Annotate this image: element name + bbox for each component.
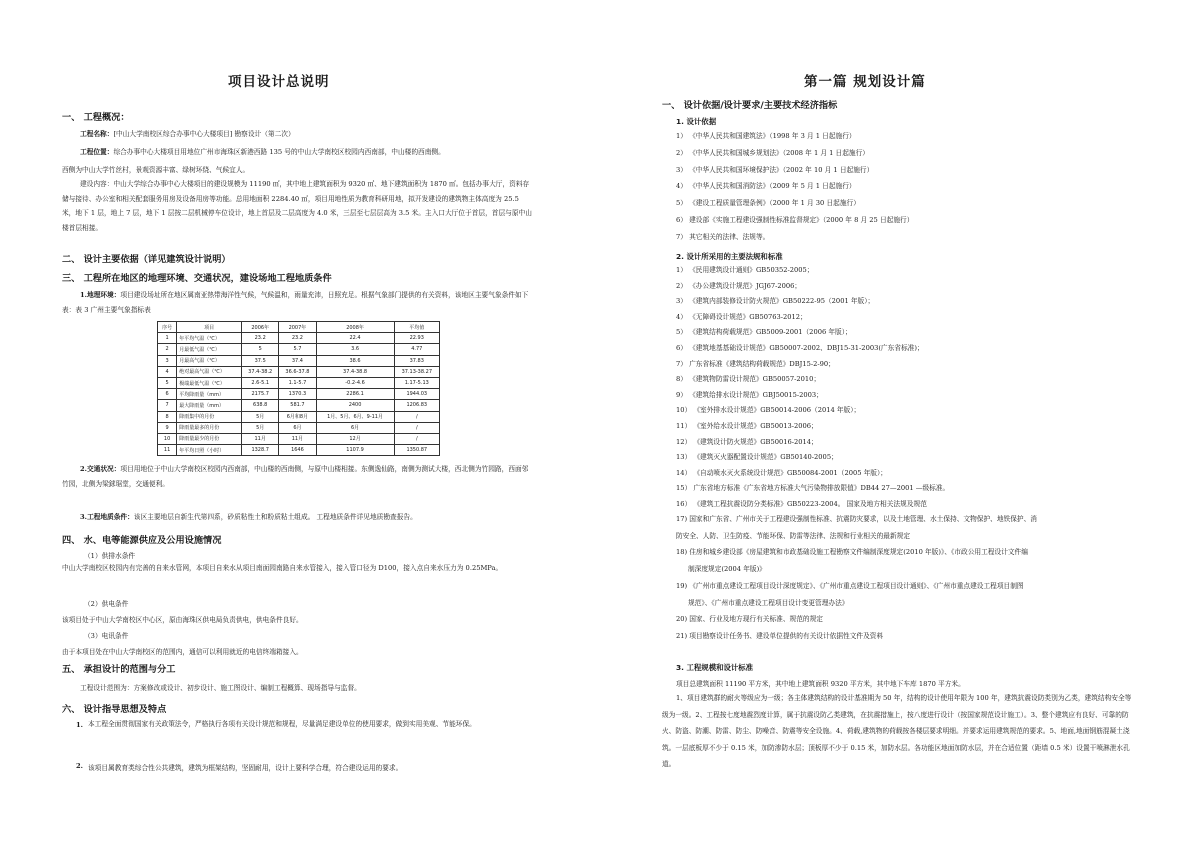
weather-row bbox=[158, 445, 440, 456]
list-item: 4） 《无障碍设计规范》GB50763-2012； bbox=[676, 312, 807, 321]
geology-line: 3.工程地质条件：该区主要地层自新生代第四系，砂质粘性土和粉质粘土组成。 工程地质条件详见地质勘查报告。 bbox=[80, 513, 417, 521]
list-item: 5） 《建设工程质量管理条例》（2000 年 1 月 30 日起施行） bbox=[676, 199, 860, 208]
weather-cell: 5.7 bbox=[279, 344, 316, 355]
weather-cell: 年平均气温（℃） bbox=[177, 333, 242, 344]
list-item: 19) 《广州市重点建设工程项目设计深度规定》、《广州市重点建设工程项目设计通则》、《广州市重点建设工程项目制图 bbox=[676, 582, 1024, 590]
weather-cell: 11 bbox=[158, 445, 177, 456]
list-item: 15） 广东省地方标准《广东省地方标准大气污染物排放限值》DB44 27—2001 —级标准。 bbox=[676, 484, 950, 493]
header-cell: 项目 bbox=[177, 322, 242, 333]
subsection-label: （2）供电条件 bbox=[84, 600, 129, 608]
subsection-label: （1）供排水条件 bbox=[84, 552, 136, 560]
list-item: 7） 广东省标准《建筑结构荷载规范》DBJ15-2-90； bbox=[676, 359, 835, 368]
environment-paragraph: 1.地理环境：项目建设场址所在地区属南亚热带海洋性气候，气候温和，雨量充沛，日照充足。根据气象部门提供的有关资料，该地区主要气象条件如下表：表 3 广州主要气象指标表 bbox=[62, 291, 529, 314]
header-cell: 2007年 bbox=[279, 322, 316, 333]
section-heading: 二、 设计主要依据（详见建筑设计说明） bbox=[62, 254, 231, 265]
scope-text: 工程设计范围为：方案修改或设计、初步设计、施工图设计、编制工程概算、现场指导与监督。 bbox=[80, 684, 361, 692]
weather-row bbox=[158, 344, 440, 355]
weather-cell: 最大降雨量（mm） bbox=[177, 400, 242, 411]
list-item: 17) 国家和广东省、广州市关于工程建设强制性标准、抗震防灾要求，以及土地管理、水土保持、文物保护、地铁保护、消 bbox=[676, 515, 1037, 523]
section-heading: 五、 承担设计的范围与分工 bbox=[62, 664, 176, 675]
weather-cell: 11月 bbox=[279, 433, 316, 444]
weather-cell: 1.17-5.13 bbox=[394, 377, 439, 388]
header-cell: 序号 bbox=[158, 322, 177, 333]
construction-scale-paragraph: 建设内容：中山大学综合办事中心大楼项目的建设规模为 11190 ㎡，其中地上建筑面积为 9320 ㎡、地下建筑面积为 1870 ㎡。包括办事大厅，资料存储与接待、办公室和相关配套服务用房及设备用房等功能。总用地面积 2284.40 ㎡，项目用地性质为教育科研用地，拟开发建设的建筑物主体高度为 25.5 米，地下 1 层，地上 7 层，地下 1 层按二层机械停车位设计，地上首层及二层高度为 4.0 米，三层至七层层高为 3.5 米。主入口大厅位于首层，首层与原中山楼首层相接。 bbox=[62, 180, 532, 232]
weather-cell: 9 bbox=[158, 422, 177, 433]
list-item-cont: 防安全、人防、卫生防疫、节能环保、防雷等法律、法规和行业相关的最新规定 bbox=[676, 532, 911, 540]
weather-cell: 1646 bbox=[279, 445, 316, 456]
weather-cell: / bbox=[394, 422, 439, 433]
weather-cell: 5月 bbox=[242, 411, 279, 422]
weather-cell: 1月、5月、6月、9-11月 bbox=[316, 411, 394, 422]
list-item: 1） 《中华人民共和国建筑法》（1998 年 3 月 1 日起施行） bbox=[676, 132, 856, 140]
list-item: 2） 《办公建筑设计规范》JGJ67-2006； bbox=[676, 281, 802, 290]
weather-table-header bbox=[158, 322, 440, 333]
list-item: 18) 住房和城乡建设部《房屋建筑和市政基础设施工程勘察文件编制深度规定(2010 年版)》、《市政公用工程设计文件编 bbox=[676, 548, 1028, 556]
weather-row bbox=[158, 400, 440, 411]
header-cell: 2006年 bbox=[242, 322, 279, 333]
list-item-cont: 制深度规定(2004 年版)》 bbox=[688, 565, 766, 573]
list-item: 3） 《建筑内部装修设计防火规范》GB50222-95（2001 年版）； bbox=[676, 297, 875, 306]
weather-row bbox=[158, 411, 440, 422]
weather-cell: 8 bbox=[158, 411, 177, 422]
weather-cell: 581.7 bbox=[279, 400, 316, 411]
design-standard-paragraph: 1、项目建筑群的耐火等级应为一级；各主体建筑结构的设计基准期为 50 年，结构的设计使用年限为 100 年，建筑抗震设防类别为乙类，建筑结构安全等级为一级。2、工程按七度地震烈度计算，属于抗震设防乙类建筑，在抗震措施上，按八度进行设计（按国家规范设计施工）。3、整个建筑应有良好、可靠的防火、防盗、防潮、防雷、防尘、防噪音、防震等安全设施。4、荷载,建筑物的荷载按各楼层要求明细。并要求运用建筑规范的要求。5、地面,地面钢筋混凝土浇筑。一层底板厚不少于 0.15 米，加防渗防水层；顶板厚不少于 0.15 米，加防水层。各功能区地面加防水层，并在合适位置（距墙 0.5 米）设置干喷淋泄水孔道。 bbox=[662, 694, 1132, 768]
weather-cell: / bbox=[394, 433, 439, 444]
weather-cell: 10 bbox=[158, 433, 177, 444]
water-paragraph: 中山大学南校区校园内有完善的自来水管网，本项目自来水从项目南面园南路自来水管接入，接入管口径为 D100，接入点自来水压力为 0.25MPa。 bbox=[62, 564, 503, 572]
weather-cell: 6月 bbox=[316, 422, 394, 433]
weather-cell: 38.6 bbox=[316, 355, 394, 366]
project-name-line: 工程名称：[中山大学南校区综合办事中心大楼项目] 勘察设计（第二次） bbox=[80, 130, 295, 138]
weather-cell: 1944.03 bbox=[394, 389, 439, 400]
weather-cell: 3.6 bbox=[316, 344, 394, 355]
weather-cell: 1370.3 bbox=[279, 389, 316, 400]
list-item: 6） 建设部《实施工程建设强制性标准监督规定》（2000 年 8 月 25 日起施行） bbox=[676, 216, 914, 224]
section-heading: 一、 设计依据/设计要求/主要技术经济指标 bbox=[662, 100, 838, 111]
header-cell: 2008年 bbox=[316, 322, 394, 333]
weather-cell: 22.4 bbox=[316, 333, 394, 344]
weather-cell: 36.6-37.8 bbox=[279, 366, 316, 377]
weather-cell: 37.5 bbox=[242, 355, 279, 366]
weather-cell: 平均降雨量（mm） bbox=[177, 389, 242, 400]
weather-row bbox=[158, 366, 440, 377]
chapter-title: 第一篇 规划设计篇 bbox=[804, 74, 926, 90]
guideline-paragraph: 该项目属教育类综合性公共建筑，建筑为框架结构，坚固耐用，设计上要科学合理，符合建设运用的要求。 bbox=[88, 764, 403, 772]
traffic-paragraph: 2.交通状况：项目用地位于中山大学南校区校园内西南部，中山楼的西南侧，与原中山楼相接。东侧逸仙路，南侧为测试大楼，西北侧为竹园路，西面邻竹园，北侧为梁銶琚堂，交通便利。 bbox=[62, 465, 529, 488]
weather-cell: 5 bbox=[158, 377, 177, 388]
list-item: 6） 《建筑地基基础设计规范》GB50007-2002、DBJ15-31-2003(广东省标准)； bbox=[676, 344, 924, 352]
list-item: 4） 《中华人民共和国消防法》（2009 年 5 月 1 日起施行） bbox=[676, 182, 856, 191]
list-item: 21) 项目勘察设计任务书、建设单位提供的有关设计依据性文件及资料 bbox=[676, 632, 884, 640]
weather-cell: 3 bbox=[158, 355, 177, 366]
page-title: 项目设计总说明 bbox=[228, 74, 330, 90]
telecom-text: 由于本项目处在中山大学南校区的范围内，通信可以利用就近的电信终端箱接入。 bbox=[62, 648, 303, 656]
section-heading: 六、 设计指导思想及特点 bbox=[62, 704, 167, 715]
list-item: 14） 《自动喷水灭火系统设计规范》GB50084-2001（2005 年版）； bbox=[676, 468, 887, 477]
weather-cell: 5月 bbox=[242, 422, 279, 433]
weather-cell: 6月 bbox=[279, 422, 316, 433]
weather-cell: 1206.83 bbox=[394, 400, 439, 411]
weather-cell: 1328.7 bbox=[242, 445, 279, 456]
weather-cell: 月最低气温（℃） bbox=[177, 344, 242, 355]
list-item: 16） 《建筑工程抗震设防分类标准》GB50223-2004。 国家及地方相关法规及规范 bbox=[676, 500, 927, 508]
list-item: 10） 《室外排水设计规范》GB50014-2006（2014 年版）； bbox=[676, 406, 861, 415]
weather-cell: 年平均日照（小时） bbox=[177, 445, 242, 456]
list-item: 9） 《建筑给排水设计规范》GBJ50015-2003； bbox=[676, 390, 823, 399]
scale-line: 项目总建筑面积 11190 平方米，其中地上建筑面积 9320 平方米，其中地下车库 1870 平方米。 bbox=[676, 680, 965, 688]
weather-cell: -0.2-4.6 bbox=[316, 377, 394, 388]
list-item: 3） 《中华人民共和国环境保护法》（2002 年 10 月 1 日起施行） bbox=[676, 165, 874, 174]
section-heading: 一、 工程概况： bbox=[62, 112, 130, 123]
weather-cell: 极端最低气温（℃） bbox=[177, 377, 242, 388]
weather-row bbox=[158, 355, 440, 366]
list-item: 8） 《建筑物防雷设计规范》GB50057-2010； bbox=[676, 375, 821, 384]
weather-cell: 37.4-38.2 bbox=[242, 366, 279, 377]
list-number: 2. bbox=[76, 762, 83, 770]
weather-cell: 降雨量最多的月份 bbox=[177, 422, 242, 433]
weather-cell: 2.6-5.1 bbox=[242, 377, 279, 388]
list-item-cont: 规范》、《广州市重点建设工程项目设计变更管理办法》 bbox=[688, 599, 849, 607]
weather-cell: 6月和8月 bbox=[279, 411, 316, 422]
list-item: 20) 国家、行业及地方现行有关标准、规范的规定 bbox=[676, 615, 823, 623]
section-heading: 四、 水、电等能源供应及公用设施情况 bbox=[62, 535, 222, 546]
header-cell: 平均值 bbox=[394, 322, 439, 333]
list-item: 13） 《建筑灭火器配置设计规范》GB50140-2005； bbox=[676, 453, 838, 462]
list-number: 1. bbox=[76, 721, 83, 729]
list-item: 2） 《中华人民共和国城乡规划法》（2008 年 1 月 1 日起施行） bbox=[676, 148, 869, 157]
list-item: 1） 《民用建筑设计通则》GB50352-2005； bbox=[676, 266, 814, 274]
weather-cell: 降雨集中的月份 bbox=[177, 411, 242, 422]
weather-row bbox=[158, 389, 440, 400]
project-location-line: 工程位置：综合办事中心大楼项目用地位广州市海珠区新港西路 135 号的中山大学南校区校园内西南部，中山楼的西南侧。 bbox=[80, 148, 445, 156]
weather-cell: 4.77 bbox=[394, 344, 439, 355]
weather-cell: 37.83 bbox=[394, 355, 439, 366]
weather-cell: 降雨量最少的月份 bbox=[177, 433, 242, 444]
section-heading: 三、 工程所在地区的地理环境、交通状况，建设场地工程地质条件 bbox=[62, 273, 332, 284]
weather-cell: 11月 bbox=[242, 433, 279, 444]
subsection-heading: 3. 工程规模和设计标准 bbox=[676, 663, 754, 672]
weather-table-body bbox=[158, 333, 440, 456]
subsection-heading: 2. 设计所采用的主要法规和标准 bbox=[676, 252, 783, 261]
weather-cell: / bbox=[394, 411, 439, 422]
list-item: 12） 《建筑设计防火规范》GB50016-2014； bbox=[676, 437, 818, 446]
weather-cell: 23.2 bbox=[242, 333, 279, 344]
weather-cell: 1107.9 bbox=[316, 445, 394, 456]
project-location-line2: 西侧为中山大学竹丝村，景观资源丰富、绿树环绕、气候宜人。 bbox=[62, 166, 250, 174]
weather-cell: 2400 bbox=[316, 400, 394, 411]
weather-cell: 2 bbox=[158, 344, 177, 355]
list-item: 5） 《建筑结构荷载规范》GB5009-2001（2006 年版）； bbox=[676, 328, 852, 337]
weather-cell: 绝对最高气温（℃） bbox=[177, 366, 242, 377]
list-item: 11） 《室外给水设计规范》GB50013-2006； bbox=[676, 422, 818, 430]
weather-row bbox=[158, 377, 440, 388]
weather-row bbox=[158, 422, 440, 433]
weather-cell: 4 bbox=[158, 366, 177, 377]
weather-row bbox=[158, 433, 440, 444]
weather-row bbox=[158, 333, 440, 344]
weather-cell: 37.4 bbox=[279, 355, 316, 366]
weather-cell: 1.1-5.7 bbox=[279, 377, 316, 388]
weather-cell: 22.93 bbox=[394, 333, 439, 344]
weather-cell: 1 bbox=[158, 333, 177, 344]
weather-cell: 1350.87 bbox=[394, 445, 439, 456]
weather-cell: 23.2 bbox=[279, 333, 316, 344]
weather-cell: 2286.1 bbox=[316, 389, 394, 400]
weather-cell: 6 bbox=[158, 389, 177, 400]
guideline-paragraph: 本工程全面贯彻国家有关政策法令，严格执行各项有关设计规范和规程，尽量满足建设单位的使用要求，做到实用美观、节能环保。 bbox=[88, 720, 476, 728]
weather-cell: 5 bbox=[242, 344, 279, 355]
weather-cell: 37.13-38.27 bbox=[394, 366, 439, 377]
list-item: 7） 其它相关的法律、法规等。 bbox=[676, 232, 770, 241]
weather-cell: 37.4-38.8 bbox=[316, 366, 394, 377]
weather-cell: 638.8 bbox=[242, 400, 279, 411]
subsection-label: （3）电讯条件 bbox=[84, 632, 129, 640]
weather-cell: 7 bbox=[158, 400, 177, 411]
subsection-heading: 1. 设计依据 bbox=[676, 117, 717, 126]
weather-cell: 月最高气温（℃） bbox=[177, 355, 242, 366]
weather-table bbox=[157, 321, 440, 456]
power-text: 该项目处于中山大学南校区中心区，原由海珠区供电局负责供电，供电条件良好。 bbox=[62, 616, 303, 624]
weather-cell: 2175.7 bbox=[242, 389, 279, 400]
weather-cell: 12月 bbox=[316, 433, 394, 444]
